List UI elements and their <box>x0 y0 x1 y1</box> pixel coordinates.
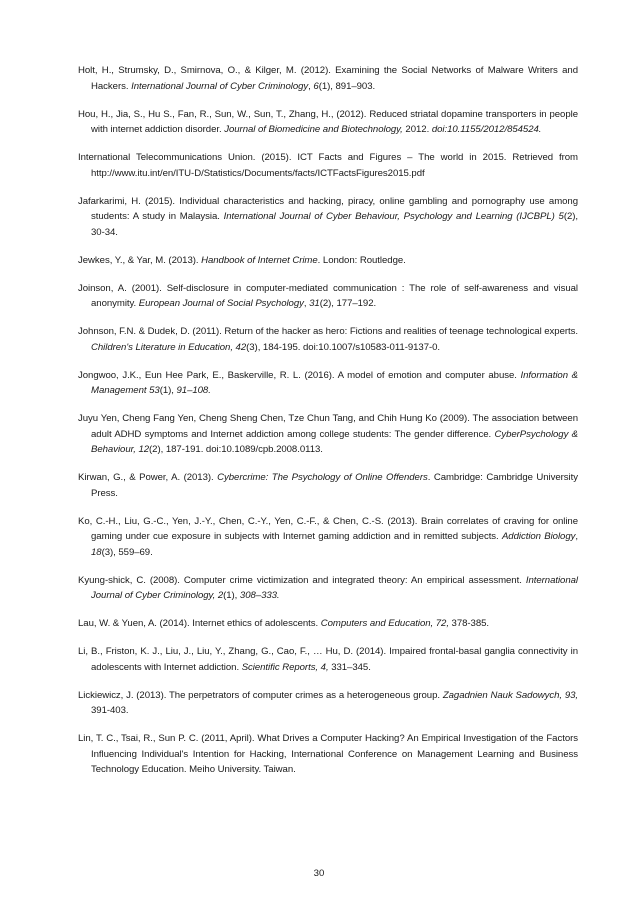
reference-entry <box>78 63 578 94</box>
reference-text: , <box>308 80 314 92</box>
reference-entry <box>78 411 578 458</box>
reference-text: Kirwan, G., & Power, A. (2013). <box>78 472 218 483</box>
reference-italic-text: Children's Literature in Education, 42 <box>91 341 247 353</box>
reference-text: (2), 187-191. doi:10.1089/cpb.2008.0113. <box>149 444 323 455</box>
reference-entry <box>78 616 578 632</box>
reference-text: Kyung-shick, C. (2008). Computer crime victimization and integrated theory: An empirical assessment. <box>78 574 526 586</box>
reference-entry <box>78 281 578 312</box>
reference-italic-text: Cybercrime: The Psychology of Online Offenders <box>217 472 428 483</box>
reference-text: Jafarkarimi, H. (2015). Individual characteristics and hacking, piracy, online gambling and pornography use among students: A study in Malaysia. <box>78 195 578 222</box>
reference-italic-text: 308–333. <box>239 590 280 601</box>
reference-text: (2), 177–192. <box>319 298 377 309</box>
reference-text: Ko, C.-H., Liu, G.-C., Yen, J.-Y., Chen, C.-Y., Yen, C.-F., & Chen, C.-S. (2013). Brain correlates of craving for online gaming under cue exposure in subjects with Internet gaming addiction and in remitted subjects. <box>78 515 578 542</box>
reference-text: 331–345. <box>328 661 371 673</box>
reference-text: Li, B., Friston, K. J., Liu, J., Liu, Y., Zhang, G., Cao, F., … Hu, D. (2014). Impaired frontal-basal ganglia connectivity in adolescents with Internet addiction. <box>78 646 578 673</box>
reference-text: (1), <box>223 590 240 601</box>
reference-italic-text: Information & Management 53 <box>91 369 578 396</box>
reference-text: Hou, H., Jia, S., Hu S., Fan, R., Sun, W., Sun, T., Zhang, H., (2012). Reduced striatal dopamine transporters in people with internet addiction disorder. <box>78 108 578 135</box>
reference-text: . Cambridge: Cambridge University Press. <box>91 472 578 499</box>
reference-italic-text: International Journal of Cyber Behaviour, Psychology and Learning (IJCBPL) 5 <box>223 211 564 222</box>
reference-italic-text: International Journal of Cyber Criminology <box>131 80 309 92</box>
reference-entry <box>78 368 578 399</box>
reference-text: Juyu Yen, Cheng Fang Yen, Cheng Sheng Chen, Tze Chun Tang, and Chih Hung Ko (2009). The association between adult ADHD symptoms and Internet addiction among college students: The gender difference. <box>78 413 578 440</box>
reference-text: Lickiewicz, J. (2013). The perpetrators of computer crimes as a heterogeneous group. <box>78 689 443 701</box>
reference-italic-text: 6 <box>313 80 319 92</box>
reference-entry <box>78 470 578 501</box>
reference-entry <box>78 324 578 355</box>
reference-italic-text: CyberPsychology & Behaviour, 12 <box>91 428 578 455</box>
reference-text: Joinson, A. (2001). Self-disclosure in computer-mediated communication : The role of self-awareness and visual anonymity. <box>78 282 578 309</box>
reference-text: 2012. <box>402 124 432 135</box>
reference-text: Holt, H., Strumsky, D., Smirnova, O., & Kilger, M. (2012). Examining the Social Networks of Malware Writers and Hackers. <box>78 65 578 92</box>
reference-entry <box>78 644 578 675</box>
reference-text: (1), <box>159 385 177 396</box>
reference-text: . London: Routledge. <box>317 254 406 266</box>
reference-italic-text: 31 <box>309 298 320 309</box>
reference-text: Johnson, F.N. & Dudek, D. (2011). Return of the hacker as hero: Fictions and realities of teenage technological experts. <box>78 326 578 337</box>
reference-italic-text: Handbook of Internet Crime <box>201 254 318 266</box>
reference-entry <box>78 150 578 181</box>
reference-text: (3), 559–69. <box>101 546 153 558</box>
reference-text: Lin, T. C., Tsai, R., Sun P. C. (2011, April). What Drives a Computer Hacking? An Empirical Investigation of the Factors Influencing Individual's Intention for Hacking, International Conference on Management Learning and Business Technology Education. Meiho University. Taiwan. <box>78 733 578 775</box>
reference-text: , <box>575 531 578 542</box>
reference-text: International Telecommunications Union. (2015). ICT Facts and Figures – The world in 2015. Retrieved from http://www.itu.int/en/ITU-D/Statistics/Documents/facts/ICTFactsFigures2015.pdf <box>78 152 578 179</box>
reference-text: Jewkes, Y., & Yar, M. (2013). <box>78 254 202 266</box>
reference-italic-text: European Journal of Social Psychology <box>138 298 304 309</box>
reference-italic-text: 91–108. <box>176 385 211 396</box>
page-number: 30 <box>313 868 325 879</box>
reference-text: 378-385. <box>448 618 490 629</box>
reference-entry <box>78 253 578 269</box>
reference-italic-text: Zagadnien Nauk Sadowych, 93, <box>442 689 578 701</box>
reference-italic-text: Computers and Education, 72, <box>320 618 449 629</box>
reference-italic-text: Addiction Biology <box>501 531 576 542</box>
reference-text: 391-403. <box>91 705 129 716</box>
reference-entry <box>78 573 578 604</box>
reference-text: (3), 184-195. doi:10.1007/s10583-011-9137-0. <box>246 341 441 353</box>
reference-text: , <box>303 298 310 309</box>
reference-italic-text: Journal of Biomedicine and Biotechnology, <box>224 124 403 135</box>
reference-italic-text: International Journal of Cyber Criminology, 2 <box>91 574 578 601</box>
reference-italic-text: 18 <box>91 546 102 558</box>
reference-italic-text: Scientific Reports, 4, <box>241 661 329 673</box>
reference-entry <box>78 514 578 561</box>
reference-entry <box>78 194 578 241</box>
reference-entry <box>78 688 578 719</box>
reference-italic-text: doi:10.1155/2012/854524. <box>431 124 542 135</box>
reference-entry <box>78 731 578 778</box>
reference-entry <box>78 107 578 138</box>
reference-text: Lau, W. & Yuen, A. (2014). Internet ethics of adolescents. <box>78 618 321 629</box>
reference-text: (1), 891–903. <box>318 80 376 92</box>
reference-text: (2), 30-34. <box>91 211 579 238</box>
reference-list <box>78 63 578 790</box>
reference-text: Jongwoo, J.K., Eun Hee Park, E., Baskerville, R. L. (2016). A model of emotion and computer abuse. <box>78 369 521 381</box>
